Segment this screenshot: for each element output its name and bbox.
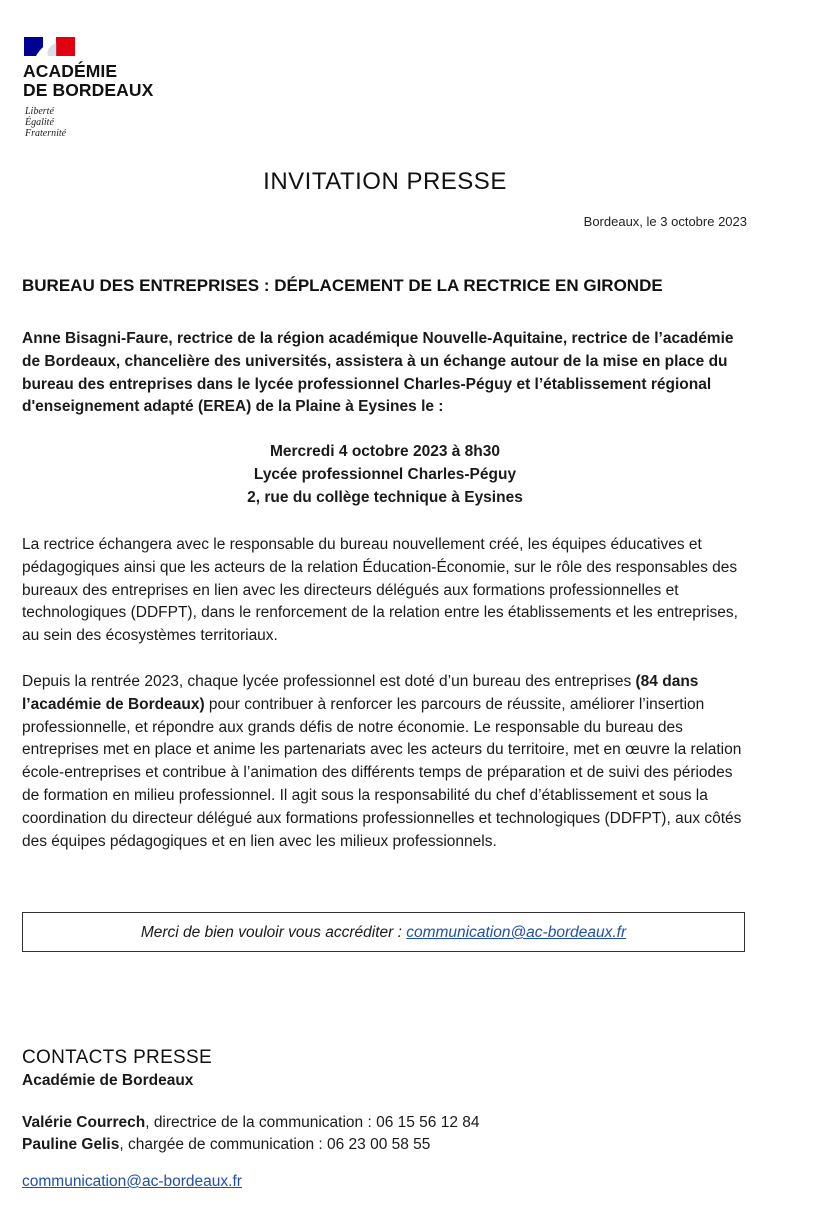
accreditation-box <box>22 912 745 952</box>
event-venue: Lycée professionnel Charles-Péguy <box>253 465 517 483</box>
institution-name-line2: DE BORDEAUX <box>23 80 154 100</box>
body-paragraph-2 <box>22 671 752 853</box>
institution-name-line1: ACADÉMIE <box>23 61 118 81</box>
document-date: Bordeaux, le 3 octobre 2023 <box>583 214 747 229</box>
intro-paragraph: Anne Bisagni-Faure, rectrice de la région académique Nouvelle-Aquitaine, rectrice de l’académie de Bordeaux, chancelière des universités, assistera à un échange autour de la mise en place du bureau des entreprises dans le lycée professionnel Charles-Péguy et l’établissement régional d'enseignement adapté (EREA) de la Plaine à Eysines le : <box>22 330 734 416</box>
paragraph2-start: Depuis la rentrée 2023, chaque lycée professionnel est doté d’un bureau des entreprises <box>22 673 636 690</box>
contact-role-1: , directrice de la communication : 06 15 56 12 84 <box>145 1114 480 1131</box>
institution-name <box>23 62 153 100</box>
accreditation-email-link[interactable]: communication@ac-bordeaux.fr <box>406 924 627 941</box>
motto-fraternite: Fraternité <box>25 128 67 139</box>
paragraph2-end: pour contribuer à renforcer les parcours de réussite, améliorer l’insertion professionnelle, et répondre aux grands défis de notre économie. Le responsable du bureau des entreprises met en place et anime les partenariats avec les acteurs du territoire, met en œuvre la relation école-entreprises et contribue à l’animation des différents temps de préparation et de suivi des périodes de formation en milieu professionnel. Il agit sous la responsabilité du chef d’établissement et sous la coordination du directeur délégué aux formations professionnelles et technologiques (DDFPT), aux côtés des équipes pédagogiques et en lien avec les milieux professionnels. <box>22 695 742 850</box>
paragraph2-bold: (84 dans l’académie de Bordeaux) <box>22 673 699 713</box>
accreditation-text: Merci de bien vouloir vous accréditer : <box>140 924 407 941</box>
contacts-title: CONTACTS PRESSE <box>22 1047 212 1068</box>
body-paragraph-1: La rectrice échangera avec le responsable du bureau nouvellement créé, les équipes éducatives et pédagogiques ainsi que les acteurs de la relation Éducation-Économie, sur le rôle des responsables des bureaux des entreprises en lien avec les directeurs délégués aux formations professionnelles et technologiques (DDFPT), dans le renforcement de la relation entre les établissements et les entreprises, au sein des écosystèmes territoriaux. <box>22 536 738 645</box>
motto-liberte: Liberté <box>25 106 54 117</box>
republic-motto <box>25 106 66 139</box>
motto-egalite: Égalité <box>25 117 54 128</box>
contact-line-2 <box>22 1136 430 1154</box>
contacts-organization: Académie de Bordeaux <box>22 1072 194 1089</box>
document-title: INVITATION PRESSE <box>263 168 507 195</box>
contact-line-1 <box>22 1114 480 1132</box>
contact-name-1: Valérie Courrech <box>22 1114 146 1131</box>
contacts-email-link[interactable]: communication@ac-bordeaux.fr <box>22 1173 242 1190</box>
event-details <box>0 441 770 509</box>
contact-role-2: , chargée de communication : 06 23 00 58 55 <box>119 1136 431 1153</box>
event-date: Mercredi 4 octobre 2023 à 8h30 <box>269 443 501 460</box>
marianne-logo-icon <box>24 37 75 56</box>
event-address: 2, rue du collège technique à Eysines <box>247 488 523 506</box>
press-release-heading: BUREAU DES ENTREPRISES : DÉPLACEMENT DE LA RECTRICE EN GIRONDE <box>22 276 663 295</box>
contact-name-2: Pauline Gelis <box>22 1136 120 1153</box>
